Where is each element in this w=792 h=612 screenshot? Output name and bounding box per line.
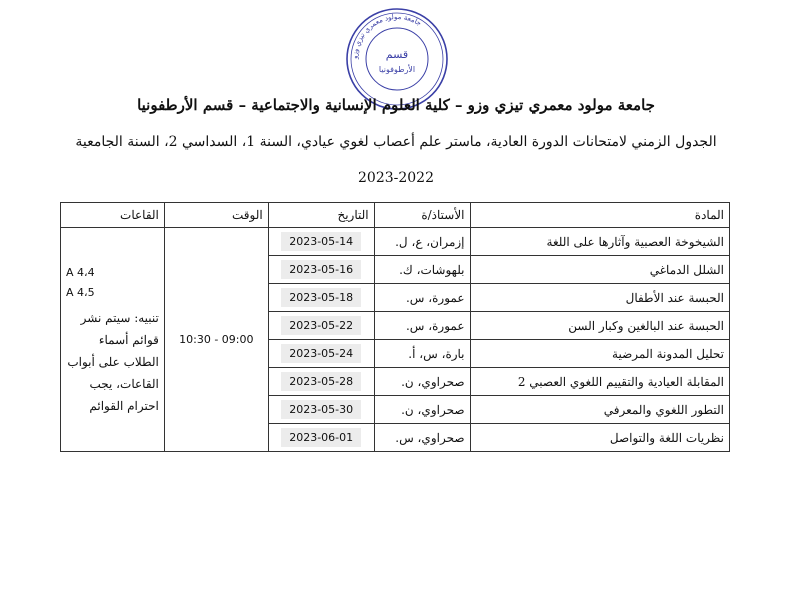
date-value: 2023-05-24 (281, 344, 361, 363)
professor-cell: بارة، س، أ. (374, 340, 470, 368)
date-cell (268, 424, 374, 452)
date-cell (268, 340, 374, 368)
header-professor: الأستاذ/ة (374, 203, 470, 228)
date-cell (268, 396, 374, 424)
date-value: 2023-05-16 (281, 260, 361, 279)
subject-cell: الحبسة عند الأطفال (470, 284, 729, 312)
room-label: A 4،5 (66, 285, 95, 299)
date-cell (268, 368, 374, 396)
date-value: 2023-05-22 (281, 316, 361, 335)
stamp-ring-text: جامعة مولود معمري تيزي وزو (350, 12, 423, 60)
rooms-cell (61, 228, 165, 452)
subject-cell: تحليل المدونة المرضية (470, 340, 729, 368)
date-value: 2023-05-28 (281, 372, 361, 391)
professor-cell: صحراوي، ن. (374, 396, 470, 424)
date-value: 2023-05-30 (281, 400, 361, 419)
professor-cell: إزمران، ع، ل. (374, 228, 470, 256)
subject-cell: الحبسة عند البالغين وكبار السن (470, 312, 729, 340)
table-row (61, 228, 730, 256)
subject-cell: الشيخوخة العصبية وآثارها على اللغة (470, 228, 729, 256)
stamp-center-label: قسم (385, 48, 409, 61)
date-value: 2023-05-14 (281, 232, 361, 251)
date-value: 2023-05-18 (281, 288, 361, 307)
subject-cell: نظريات اللغة والتواصل (470, 424, 729, 452)
subject-cell: الشلل الدماغي (470, 256, 729, 284)
professor-cell: صحراوي، س. (374, 424, 470, 452)
professor-cell: عمورة، س. (374, 284, 470, 312)
date-value: 2023-06-01 (281, 428, 361, 447)
document-subtitle: الجدول الزمني لامتحانات الدورة العادية، ماستر علم أعصاب لغوي عيادي، السنة 1، السداسي 2، السنة الجامعية (75, 134, 717, 150)
professor-cell: صحراوي، ن. (374, 368, 470, 396)
professor-cell: بلهوشات، ك. (374, 256, 470, 284)
header-time: الوقت (164, 203, 268, 228)
subject-cell: المقابلة العيادية والتقييم اللغوي العصبي 2 (470, 368, 729, 396)
document-title: جامعة مولود معمري تيزي وزو – كلية العلوم الإنسانية والاجتماعية – قسم الأرطفونيا (137, 96, 655, 114)
rooms-note: تنبيه: سيتم نشر قوائم أسماء الطلاب على أبواب القاعات، يجب احترام القوائم (67, 310, 159, 413)
header-subject: المادة (470, 203, 729, 228)
time-cell: 09:00 - 10:30 (164, 228, 268, 452)
header-date: التاريخ (268, 203, 374, 228)
date-cell (268, 228, 374, 256)
header-rooms: القاعات (61, 203, 165, 228)
subject-cell: التطور اللغوي والمعرفي (470, 396, 729, 424)
academic-year: 2023-2022 (358, 170, 434, 186)
professor-cell: عمورة، س. (374, 312, 470, 340)
date-cell (268, 256, 374, 284)
room-label: A 4،4 (66, 265, 95, 279)
exam-schedule-table (60, 202, 730, 452)
table-header-row (61, 203, 730, 228)
stamp-center-sublabel: الأرطوفونيا (378, 65, 416, 74)
date-cell (268, 284, 374, 312)
date-cell (268, 312, 374, 340)
